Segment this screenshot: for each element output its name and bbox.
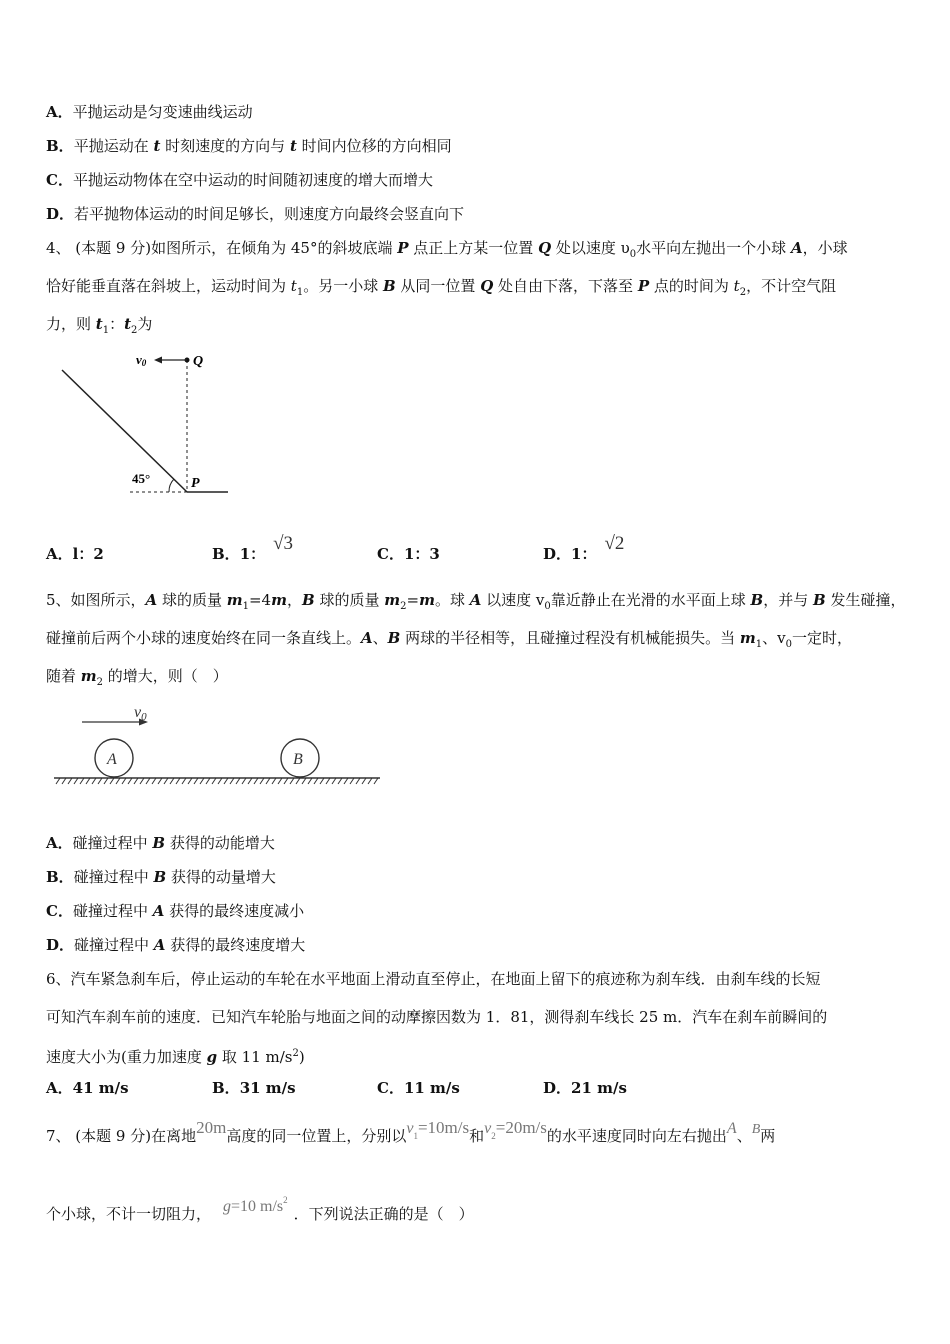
q5-stem-line2: 碰撞前后两个小球的速度始终在同一条直线上。A、B 两球的半径相等，且碰撞过程没有机械能损失。当 $m_1$、$v_0$一定时， bbox=[46, 629, 853, 650]
q5-option-a: A．碰撞过程中 B 获得的动能增大 bbox=[46, 834, 275, 852]
q5-option-d: D．碰撞过程中 A 获得的最终速度增大 bbox=[46, 936, 306, 954]
q6-stem-line2: 可知汽车刹车前的速度．已知汽车轮胎与地面之间的动摩擦因数为 1．81，测得刹车线长 25 m．汽车在刹车前瞬间的 bbox=[46, 1008, 828, 1026]
q4-option-b: B．1： √3 bbox=[212, 533, 294, 563]
q6-option-c: C．11 m/s bbox=[377, 1079, 460, 1097]
q6-stem-line3: 速度大小为(重力加速度 g 取 11 $m/s^2$) bbox=[46, 1048, 305, 1066]
q4-p-label: P bbox=[191, 476, 200, 491]
q3-option-b: B．平抛运动在 t 时刻速度的方向与 t 时间内位移的方向相同 bbox=[46, 137, 452, 155]
q6-option-a: A．41 m/s bbox=[46, 1079, 129, 1097]
q5-stem-line3: 随着 $m_2$ 的增大，则（ ） bbox=[46, 667, 228, 688]
q3-option-d: D．若平抛物体运动的时间足够长，则速度方向最终会竖直向下 bbox=[46, 205, 465, 223]
q4-slope-line bbox=[62, 370, 187, 492]
q4-stem-line1: 4、 (本题 9 分)如图所示，在倾角为 45°的斜坡底端 P 点正上方某一位置 Q 处以速度 $\upsilon_0$水平向左抛出一个小球 A，小球 bbox=[46, 239, 848, 260]
q4-option-d: D．1： √2 bbox=[543, 533, 625, 563]
q4-option-c: C．1：3 bbox=[377, 545, 440, 563]
q5-option-b: B．碰撞过程中 B 获得的动量增大 bbox=[46, 868, 276, 886]
q5-ball-b-label: B bbox=[293, 751, 303, 768]
q4-stem-line2: 恰好能垂直落在斜坡上，运动时间为 $t_1$。另一小球 B 从同一位置 Q 处自由下落，下落至 P 点的时间为 $t_2$，不计空气阻 bbox=[46, 277, 837, 298]
q3-option-a: A．平抛运动是匀变速曲线运动 bbox=[46, 103, 253, 121]
q4-option-a: A．l：2 bbox=[46, 545, 104, 563]
q4-angle-label: 45° bbox=[132, 471, 151, 486]
q4-arrowhead bbox=[154, 357, 162, 364]
q4-angle-arc bbox=[169, 479, 174, 492]
q4-q-label: Q bbox=[193, 354, 204, 369]
q7-stem-line1: 7、 (本题 9 分)在离地20m高度的同一位置上，分别以$v_1=10m/s$和$v_2=20m/s$的水平速度同时向左右抛出A、B两 bbox=[46, 1118, 776, 1145]
q4-figure bbox=[50, 340, 240, 510]
q6-stem-line1: 6、汽车紧急刹车后，停止运动的车轮在水平地面上滑动直至停止，在地面上留下的痕迹称为刹车线．由刹车线的长短 bbox=[46, 970, 821, 988]
q6-option-b: B．31 m/s bbox=[212, 1079, 296, 1097]
q7-stem-line2: 个小球，不计一切阻力， g=10 $m/s^2$．下列说法正确的是（ ） bbox=[46, 1195, 474, 1223]
q4-stem-line3: 力，则 $t_1$：$t_2$为 bbox=[46, 315, 153, 336]
q4-v0-label: v0 bbox=[136, 352, 147, 368]
q5-figure bbox=[52, 700, 384, 792]
q5-stem-line1: 5、如图所示，A 球的质量 $m_1=4m$，B 球的质量 $m_2=m$。球 A 以速度 $v_0$靠近静止在光滑的水平面上球 B，并与 B 发生碰撞， bbox=[46, 591, 906, 612]
q3-option-c: C．平抛运动物体在空中运动的时间随初速度的增大而增大 bbox=[46, 171, 433, 189]
q5-v0-label: v0 bbox=[134, 704, 147, 723]
q5-ball-a-label: A bbox=[107, 751, 117, 768]
q5-option-c: C．碰撞过程中 A 获得的最终速度减小 bbox=[46, 902, 305, 920]
q6-option-d: D．21 m/s bbox=[543, 1079, 627, 1097]
q5-ground-hatch bbox=[56, 778, 378, 784]
